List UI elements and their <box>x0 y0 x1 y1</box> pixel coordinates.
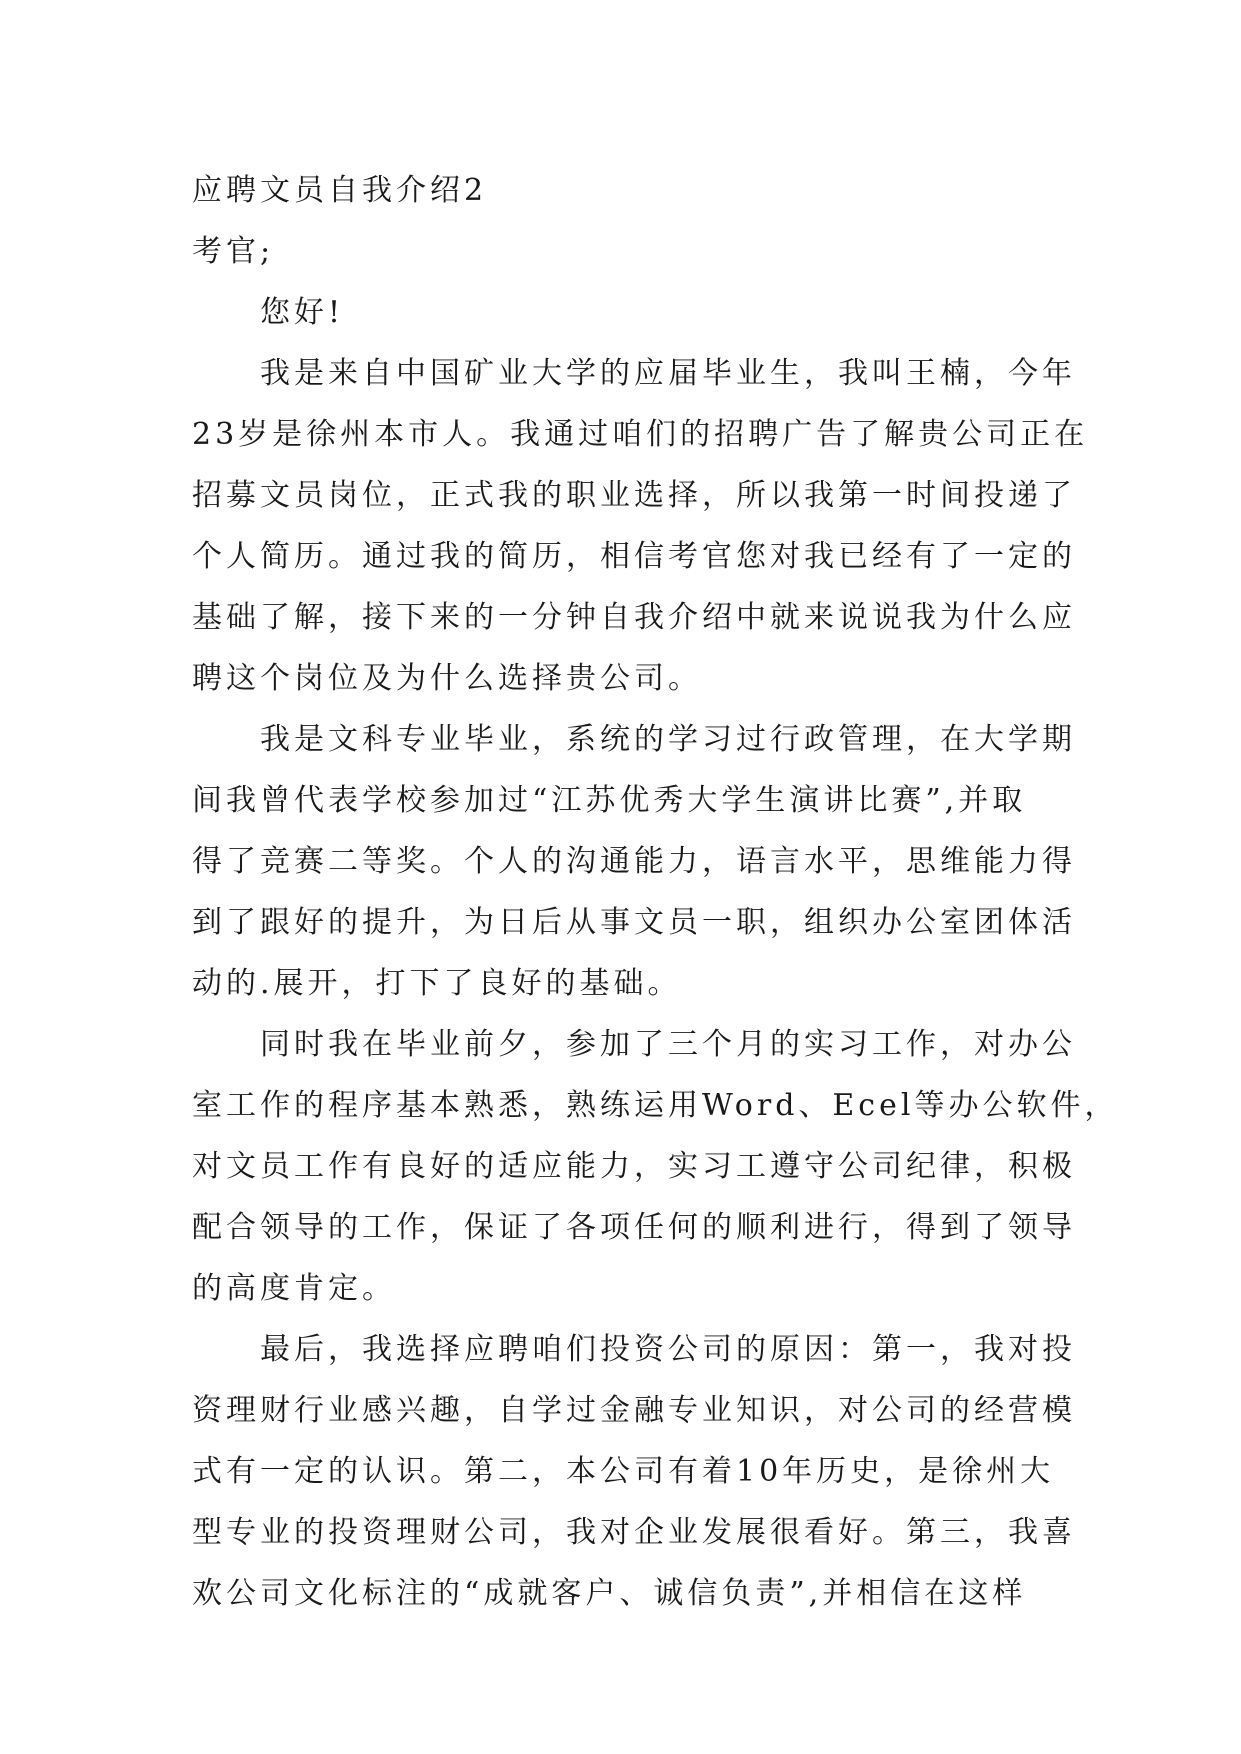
paragraph-line: 室工作的程序基本熟悉，熟练运用Word、Ecel等办公软件， <box>192 1088 1119 1123</box>
paragraph-3 <box>192 1014 1119 1319</box>
paragraph-line: 23岁是徐州本市人。我通过咱们的招聘广告了解贵公司正在 <box>192 417 1089 452</box>
salutation: 考官; <box>192 234 275 269</box>
paragraph-line: 对文员工作有良好的适应能力，实习工遵守公司纪律，积极 <box>192 1149 1076 1184</box>
paragraph-line: 招募文员岗位，正式我的职业选择，所以我第一时间投递了 <box>192 478 1076 513</box>
paragraph-line: 资理财行业感兴趣，自学过金融专业知识，对公司的经营模 <box>192 1393 1076 1428</box>
document-page <box>192 160 1119 1624</box>
paragraph-line: 我是来自中国矿业大学的应届毕业生，我叫王楠，今年 <box>260 356 1076 391</box>
document-title: 应聘文员自我介绍2 <box>192 173 488 208</box>
paragraph-line: 动的.展开，打下了良好的基础。 <box>192 966 682 1001</box>
paragraph-line: 聘这个岗位及为什么选择贵公司。 <box>192 661 702 696</box>
paragraph-line: 的高度肯定。 <box>192 1271 396 1306</box>
paragraph-line: 欢公司文化标注的“成就客户、诚信负责”,并相信在这样 <box>192 1576 1027 1611</box>
paragraph-line: 个人简历。通过我的简历，相信考官您对我已经有了一定的 <box>192 539 1076 574</box>
paragraph-line: 最后，我选择应聘咱们投资公司的原因：第一，我对投 <box>260 1332 1076 1367</box>
paragraph-line: 我是文科专业毕业，系统的学习过行政管理，在大学期 <box>260 722 1076 757</box>
paragraph-line: 型专业的投资理财公司，我对企业发展很看好。第三，我喜 <box>192 1515 1076 1550</box>
paragraph-line: 基础了解，接下来的一分钟自我介绍中就来说说我为什么应 <box>192 600 1076 635</box>
paragraph-line: 同时我在毕业前夕，参加了三个月的实习工作，对办公 <box>260 1027 1076 1062</box>
paragraph-line: 得了竞赛二等奖。个人的沟通能力，语言水平，思维能力得 <box>192 844 1076 879</box>
paragraph-line: 间我曾代表学校参加过“江苏优秀大学生演讲比赛”,并取 <box>192 783 1027 818</box>
paragraph-line: 配合领导的工作，保证了各项任何的顺利进行，得到了领导 <box>192 1210 1076 1245</box>
greeting: 您好! <box>260 295 345 330</box>
paragraph-2 <box>192 709 1076 1014</box>
paragraph-line: 到了跟好的提升，为日后从事文员一职，组织办公室团体活 <box>192 905 1076 940</box>
paragraph-4 <box>192 1319 1076 1624</box>
paragraph-1 <box>192 343 1089 709</box>
paragraph-line: 式有一定的认识。第二，本公司有着10年历史，是徐州大 <box>192 1454 1055 1489</box>
